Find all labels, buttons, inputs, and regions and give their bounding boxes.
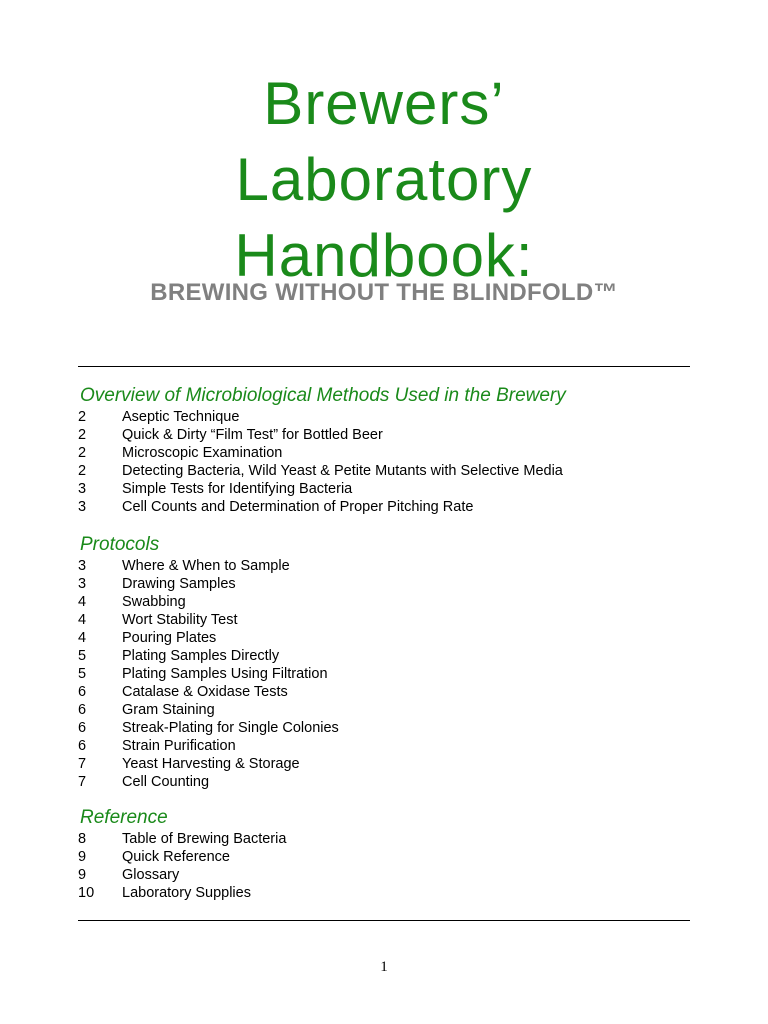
toc-entry-title: Yeast Harvesting & Storage — [122, 756, 300, 772]
toc-page-number: 2 — [78, 463, 87, 479]
title-line-2: Laboratory — [235, 146, 533, 213]
section-heading-reference: Reference — [80, 807, 168, 828]
toc-entry-title: Pouring Plates — [122, 630, 217, 646]
toc-entry-title: Aseptic Technique — [122, 409, 240, 425]
toc-entry-title: Microscopic Examination — [122, 445, 283, 461]
toc-entry — [78, 665, 690, 683]
toc-page-number: 9 — [78, 867, 87, 883]
toc-entry — [78, 647, 690, 665]
toc-entry — [78, 426, 690, 444]
toc-entry — [78, 444, 690, 462]
toc-entry-title: Quick Reference — [122, 849, 230, 865]
toc-page-number: 2 — [78, 445, 87, 461]
toc-entry-title: Where & When to Sample — [122, 558, 290, 574]
toc-page-number: 5 — [78, 666, 87, 682]
toc-page-number: 10 — [78, 885, 95, 901]
toc-page-number: 7 — [78, 756, 87, 772]
toc-entry-title: Swabbing — [122, 594, 186, 610]
toc-page-number: 7 — [78, 774, 87, 790]
toc-page-number: 4 — [78, 612, 87, 628]
toc-page-number: 3 — [78, 576, 87, 592]
toc-entry-title: Table of Brewing Bacteria — [122, 831, 287, 847]
toc-section-reference — [80, 806, 690, 902]
toc-page-number: 3 — [78, 558, 87, 574]
toc-entry — [78, 683, 690, 701]
toc-page-number: 6 — [78, 702, 87, 718]
toc-entry-title: Glossary — [122, 867, 180, 883]
toc-entry — [78, 866, 690, 884]
toc-entry — [78, 557, 690, 575]
toc-section-overview — [80, 384, 690, 516]
toc-entry — [78, 719, 690, 737]
document-subtitle: BREWING WITHOUT THE BLINDFOLD™ — [150, 279, 618, 306]
toc-entry — [78, 830, 690, 848]
toc-entry-title: Drawing Samples — [122, 576, 236, 592]
toc-page-number: 4 — [78, 594, 87, 610]
toc-entry — [78, 480, 690, 498]
toc-entry — [78, 773, 690, 791]
toc-entry — [78, 575, 690, 593]
toc-entry — [78, 611, 690, 629]
toc-entry — [78, 701, 690, 719]
section-heading-protocols: Protocols — [80, 534, 160, 555]
toc-page-number: 2 — [78, 427, 87, 443]
toc-page-number: 2 — [78, 409, 87, 425]
toc-entry-title: Catalase & Oxidase Tests — [122, 684, 288, 700]
toc-page-number: 3 — [78, 499, 87, 515]
toc-entry-title: Laboratory Supplies — [122, 885, 251, 901]
toc-entry-title: Detecting Bacteria, Wild Yeast & Petite Mutants with Selective Media — [122, 463, 563, 479]
toc-page-number: 6 — [78, 720, 87, 736]
toc-entry-title: Strain Purification — [122, 738, 236, 754]
document-title — [0, 66, 768, 294]
toc-entry-title: Gram Staining — [122, 702, 215, 718]
toc-section-protocols — [80, 533, 690, 791]
toc-list-protocols — [78, 557, 690, 791]
toc-entry — [78, 755, 690, 773]
toc-page-number: 4 — [78, 630, 87, 646]
toc-list-reference — [78, 830, 690, 902]
toc-entry-title: Simple Tests for Identifying Bacteria — [122, 481, 353, 497]
toc-list-overview — [78, 408, 690, 516]
toc-entry — [78, 593, 690, 611]
section-heading-overview: Overview of Microbiological Methods Used in the Brewery — [80, 385, 566, 406]
toc-page-number: 9 — [78, 849, 87, 865]
toc-entry-title: Plating Samples Directly — [122, 648, 280, 664]
toc-entry-title: Plating Samples Using Filtration — [122, 666, 328, 682]
toc-entry — [78, 629, 690, 647]
bottom-divider — [78, 920, 690, 921]
toc-entry-title: Cell Counts and Determination of Proper Pitching Rate — [122, 499, 474, 515]
toc-entry-title: Cell Counting — [122, 774, 210, 790]
toc-entry-title: Streak-Plating for Single Colonies — [122, 720, 339, 736]
toc-page-number: 6 — [78, 738, 87, 754]
toc-page-number: 5 — [78, 648, 87, 664]
toc-entry — [78, 848, 690, 866]
page-number: 1 — [380, 959, 388, 975]
toc-entry — [78, 408, 690, 426]
toc-entry — [78, 498, 690, 516]
toc-entry-title: Quick & Dirty “Film Test” for Bottled Beer — [122, 427, 383, 443]
title-line-1: Brewers’ — [263, 70, 505, 137]
toc-entry — [78, 462, 690, 480]
toc-page-number: 3 — [78, 481, 87, 497]
title-line-3: Handbook: — [234, 222, 534, 289]
toc-entry — [78, 884, 690, 902]
top-divider — [78, 366, 690, 367]
toc-page-number: 6 — [78, 684, 87, 700]
toc-entry — [78, 737, 690, 755]
toc-page-number: 8 — [78, 831, 87, 847]
toc-entry-title: Wort Stability Test — [122, 612, 238, 628]
